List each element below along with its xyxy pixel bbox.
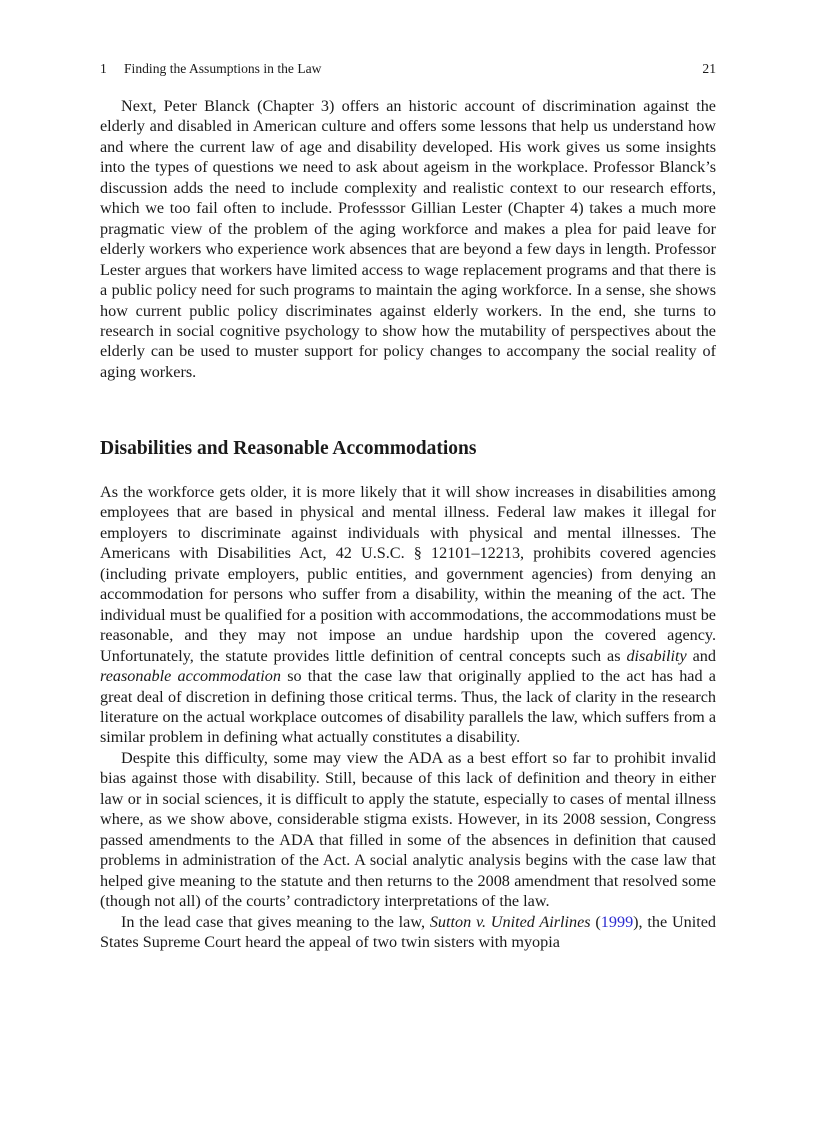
section-heading: Disabilities and Reasonable Accommodations xyxy=(100,438,477,459)
running-head xyxy=(100,60,716,78)
running-head-chapter xyxy=(100,60,322,78)
case-name: Sutton v. United Airlines xyxy=(429,912,591,931)
section-paragraph-2: Despite this difficulty, some may view the ADA as a best effort so far to prohibit invalid bias against those with disability. Still, because of this lack of definition and theory in either law or in social sciences, it is difficult to apply the statute, especially to cases of mental illness where, as we show above, considerable stigma exists. However, in its 2008 session, Congress passed amendments to the ADA that filled in some of the absences in definition that caused problems in administration of the Act. A social analytic analysis begins with the case law that helped give meaning to the statute and then returns to the 2008 amendment that resolved some (though not all) of the courts’ contradictory interpretations of the law. xyxy=(100,748,716,911)
intro-paragraph: Next, Peter Blanck (Chapter 3) offers an historic account of discrimination against the elderly and disabled in American culture and offers some lessons that help us understand how and where the current law of age and disability developed. His work gives us some insights into the types of questions we need to ask about ageism in the workplace. Professor Blanck’s discussion adds the need to include complexity and realistic context to our research efforts, which we too fail often to include. Professsor Gillian Lester (Chapter 4) takes a much more pragmatic view of the problem of the aging workforce and makes a plea for paid leave for elderly workers who experience work absences that are beyond a few days in length. Professor Lester argues that workers have limited access to wage replacement programs and that there is a public policy need for such programs to maintain the aging workforce. In a sense, she shows how current public policy discriminates against elderly workers. In the end, she turns to research in social cognitive psychology to show how the mutability of perspectives about the elderly can be used to muster support for policy changes to accompany the social reality of aging workers. xyxy=(100,97,716,381)
paragraph-text: the United States Supreme Court heard the appeal of two twin sisters with myopia xyxy=(100,912,717,951)
section-paragraph-3 xyxy=(100,912,716,953)
chapter-number: 1 xyxy=(100,61,107,76)
paragraph-text: As the workforce gets older, it is more likely that it will show increases in disabilities among employees that are based in physical and mental illness. Federal law makes it illegal for employers to discriminate against individuals with physical and mental illnesses. The Americans with Disabilities Act, 42 U.S.C. § 12101–12213, prohibits covered agencies (including private employers, public entities, and government agencies) from denying an accommodation for persons who suffer from a disability, within the meaning of the act. The individual must be qualified for a position with accommodations, the accommodations must be reasonable, and they may not impose an undue hardship upon the covered agency. Unfortunately, the statute provides little definition of central concepts such as xyxy=(100,483,716,665)
section-body xyxy=(100,482,716,952)
paragraph-text: In the lead case that gives meaning to the law, xyxy=(121,912,430,931)
paragraph-text: and xyxy=(686,646,716,665)
paragraph-text: ), xyxy=(633,912,643,931)
emphasized-term-reasonable-accommodation: reasonable accommodation xyxy=(100,667,281,686)
paragraph-text: so that the case law that originally applied to the act has had a great deal of discretion in defining those critical terms. Thus, the lack of clarity in the research literature on the actual workplace outcomes of disability parallels the law, which suffers from a similar problem in defining what actually constitutes a disability. xyxy=(100,667,716,747)
emphasized-term-disability: disability xyxy=(626,646,687,665)
chapter-title: Finding the Assumptions in the Law xyxy=(124,61,322,76)
section-paragraph-1 xyxy=(100,482,716,748)
page-number: 21 xyxy=(702,61,716,76)
paragraph-text: ( xyxy=(590,912,601,931)
citation-link-1999[interactable]: 1999 xyxy=(600,912,634,931)
